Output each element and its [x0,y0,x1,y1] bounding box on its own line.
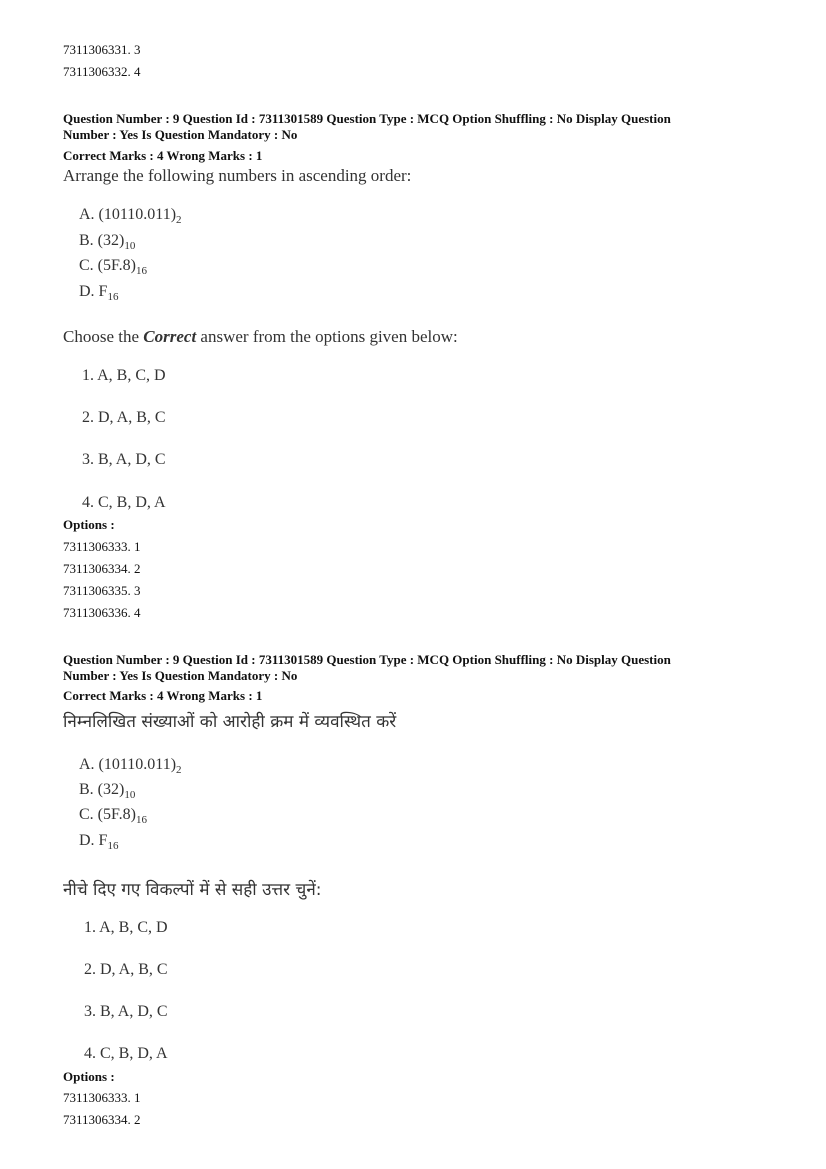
answer-choice: 1. A, B, C, D [82,367,166,384]
option-number: 2 [134,1112,141,1127]
option-number: 2 [134,561,141,576]
item-label: B. (32) [79,232,125,249]
answer-choice: 3. B, A, D, C [82,451,166,468]
question-item [79,756,182,774]
item-subscript: 16 [107,840,119,852]
question-item [79,806,147,824]
choose-instruction: नीचे दिए गए विकल्पों में से सही उत्तर चुनें: [63,880,322,900]
answer-choice: 4. C, B, D, A [82,494,166,511]
item-subscript: 16 [135,814,147,826]
option-id: 7311306334. [63,1112,131,1127]
answer-choice: 2. D, A, B, C [82,409,166,426]
option-id: 7311306333. [63,1090,131,1105]
item-subscript: 16 [135,265,147,277]
option-id: 7311306336. [63,605,131,620]
question-meta-line1: Question Number : 9 Question Id : 7311301589 Question Type : MCQ Option Shuffling : No Display Question [63,111,671,126]
answer-choice: 3. B, A, D, C [84,1003,168,1020]
item-subscript: 2 [176,214,182,226]
item-subscript: 2 [176,764,182,776]
question-item [79,781,135,799]
question-item [79,206,182,224]
question-meta-line2: Number : Yes Is Question Mandatory : No [63,127,298,142]
option-number: 1 [134,539,141,554]
option-number: 3 [134,583,141,598]
question-item [79,283,118,301]
item-subscript: 16 [107,291,119,303]
question-item [79,257,147,275]
question-text: निम्नलिखित संख्याओं को आरोही क्रम में व्यवस्थित करें [63,712,397,732]
item-label: B. (32) [79,781,125,798]
option-row [63,42,141,58]
choose-emphasis: Correct [143,327,197,346]
options-label: Options : [63,1069,115,1084]
option-row [63,1090,141,1106]
item-label: A. (10110.011) [79,206,177,223]
item-label: C. (5F.8) [79,806,136,823]
question-meta-line2: Number : Yes Is Question Mandatory : No [63,668,298,683]
choose-prefix: Choose the [63,327,144,346]
question-item [79,832,118,850]
question-item [79,232,135,250]
item-label: A. (10110.011) [79,756,177,773]
item-label: D. F [79,283,108,300]
option-row [63,605,141,621]
question-text: Arrange the following numbers in ascending order: [63,166,412,185]
option-id: 7311306334. [63,561,131,576]
answer-choice: 1. A, B, C, D [84,919,168,936]
question-marks: Correct Marks : 4 Wrong Marks : 1 [63,148,263,163]
option-row [63,1112,141,1128]
option-row [63,583,141,599]
option-number: 1 [134,1090,141,1105]
options-label: Options : [63,517,115,532]
option-id: 7311306332. [63,64,131,79]
option-id: 7311306331. [63,42,131,57]
item-label: D. F [79,832,108,849]
choose-suffix: answer from the options given below: [196,327,458,346]
choose-instruction [63,327,458,347]
option-number: 4 [134,64,141,79]
option-number: 3 [134,42,141,57]
option-id: 7311306335. [63,583,131,598]
option-row [63,539,141,555]
question-meta-line1: Question Number : 9 Question Id : 7311301589 Question Type : MCQ Option Shuffling : No Display Question [63,652,671,667]
option-row [63,561,141,577]
answer-choice: 2. D, A, B, C [84,961,168,978]
option-id: 7311306333. [63,539,131,554]
item-label: C. (5F.8) [79,257,136,274]
item-subscript: 10 [124,789,136,801]
item-subscript: 10 [124,240,136,252]
answer-choice: 4. C, B, D, A [84,1045,168,1062]
option-number: 4 [134,605,141,620]
question-marks: Correct Marks : 4 Wrong Marks : 1 [63,688,263,703]
option-row [63,64,141,80]
